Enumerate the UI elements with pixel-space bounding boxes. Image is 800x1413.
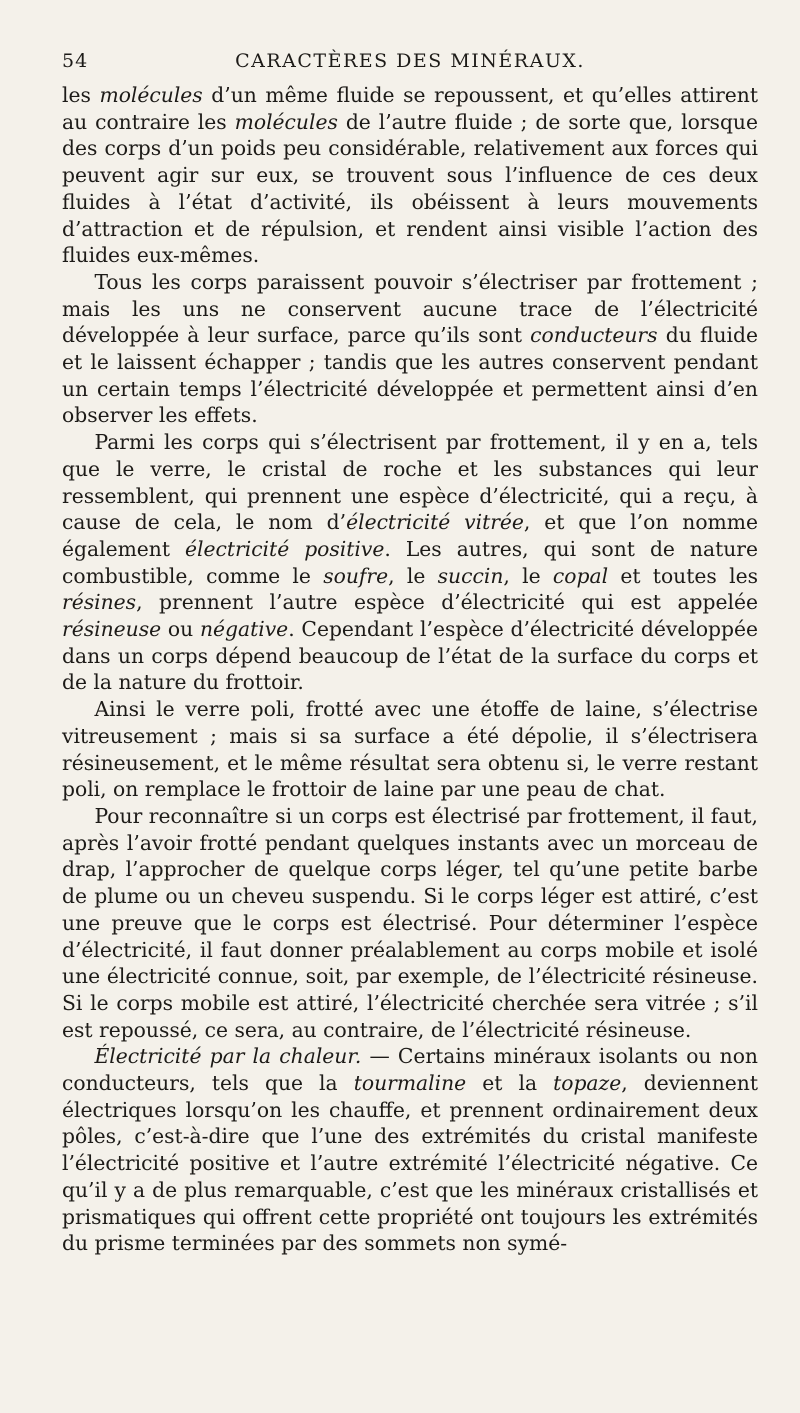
text-run: — Certains minéraux isolants ou non conducteurs, tels que la	[62, 1044, 758, 1096]
text-run: Tous les corps paraissent pouvoir s’électriser par frottement ; mais les uns ne conservent aucune trace de l’électricité développée à leur surface, parce qu’ils sont	[62, 269, 758, 348]
italic-term: conducteurs	[530, 323, 658, 348]
italic-term: molécules	[99, 83, 203, 107]
italic-term: copal	[552, 563, 609, 588]
paragraph	[62, 1043, 758, 1257]
paragraph	[62, 269, 758, 429]
text-run: . Cependant l’espèce d’électricité développée dans un corps dépend beaucoup de l’état de la surface du corps et de la nature du frottoir.	[62, 617, 758, 695]
text-run: du fluide et le laissent échapper ; tandis que les autres conservent pendant un certain temps l’électricité développée et permettent ainsi d’en observer les effets.	[62, 323, 759, 428]
text-run: et toutes les	[608, 563, 758, 588]
text-run: les	[62, 83, 100, 107]
italic-term: tourmaline	[353, 1071, 467, 1096]
paragraph	[62, 82, 758, 269]
italic-term: négative	[199, 617, 289, 642]
text-run: , le	[388, 563, 438, 588]
italic-term: topaze	[553, 1071, 622, 1096]
italic-term: soufre	[323, 563, 389, 588]
italic-term: électricité vitrée	[346, 510, 524, 535]
text-run: , le	[503, 563, 553, 588]
text-run: et la	[466, 1071, 554, 1096]
text-run: d’un même fluide se repoussent, et qu’elles attirent au contraire les	[62, 83, 758, 134]
page-header	[62, 50, 758, 72]
text-run: , et que l’on nomme également	[62, 510, 758, 561]
text-run: , prennent l’autre espèce d’électricité qui est appelée	[136, 590, 758, 615]
text-run: Parmi les corps qui s’électrisent par frottement, il y en a, tels que le verre, le cristal de roche et les substances qui leur ressemblent, qui prennent une espèce d’électricité, qui a reçu, à cause de cela, le nom d’	[62, 430, 758, 535]
text-run: . Les autres, qui sont de nature combustible, comme le	[62, 536, 758, 588]
text-run: Pour reconnaître si un corps est électrisé par frottement, il faut, après l’avoir frotté pendant quelques instants avec un morceau de drap, l’approcher de quelque corps léger, tel qu’une petite barbe de plume ou un cheveu suspendu. Si le corps léger est attiré, c’est une preuve que le corps est électrisé. Pour déterminer l’espèce d’électricité, il faut donner préalablement au corps mobile et isolé une électricité connue, soit, par exemple, de l’électricité résineuse. Si le corps mobile est attiré, l’électricité cherchée sera vitrée ; s’il est repoussé, ce sera, au contraire, de l’électricité résineuse.	[62, 803, 758, 1042]
text-run: de l’autre fluide ; de sorte que, lorsque des corps d’un poids peu considérable, relativement aux forces qui peuvent agir sur eux, se trouvent sous l’influence de ces deux fluides à l’état d’activité, ils obéissent à leurs mouvements d’attraction et de répulsion, et rendent ainsi visible l’action des fluides eux-mêmes.	[62, 109, 758, 268]
italic-term: électricité positive	[185, 536, 385, 561]
italic-term: résineuse	[62, 617, 162, 642]
body-text	[62, 82, 758, 1257]
text-run: ou	[161, 617, 200, 642]
text-run: , deviennent électriques lorsqu’on les chauffe, et prennent ordinairement deux pôles, c’est-à-dire que l’une des extrémités du cristal manifeste l’électricité positive et l’autre extrémité l’électricité négative. Ce qu’il y a de plus remarquable, c’est que les minéraux cristallisés et prismatiques qui offrent cette propriété ont toujours les extrémités du prisme terminées par des sommets non symé-	[62, 1071, 758, 1256]
paragraph	[62, 429, 758, 696]
paragraph	[62, 696, 758, 803]
paragraph	[62, 803, 758, 1043]
italic-term: succin	[437, 563, 504, 588]
running-title: CARACTÈRES DES MINÉRAUX.	[235, 50, 585, 72]
italic-term: molécules	[234, 109, 338, 134]
italic-term: résines	[62, 590, 137, 615]
italic-term: Électricité par la chaleur.	[94, 1044, 362, 1069]
page-number: 54	[62, 50, 89, 72]
text-run: Ainsi le verre poli, frotté avec une étoffe de laine, s’électrise vitreusement ; mais si sa surface a été dépolie, il s’électrisera résineusement, et le même résultat sera obtenu si, le verre restant poli, on remplace le frottoir de laine par une peau de chat.	[62, 697, 758, 802]
